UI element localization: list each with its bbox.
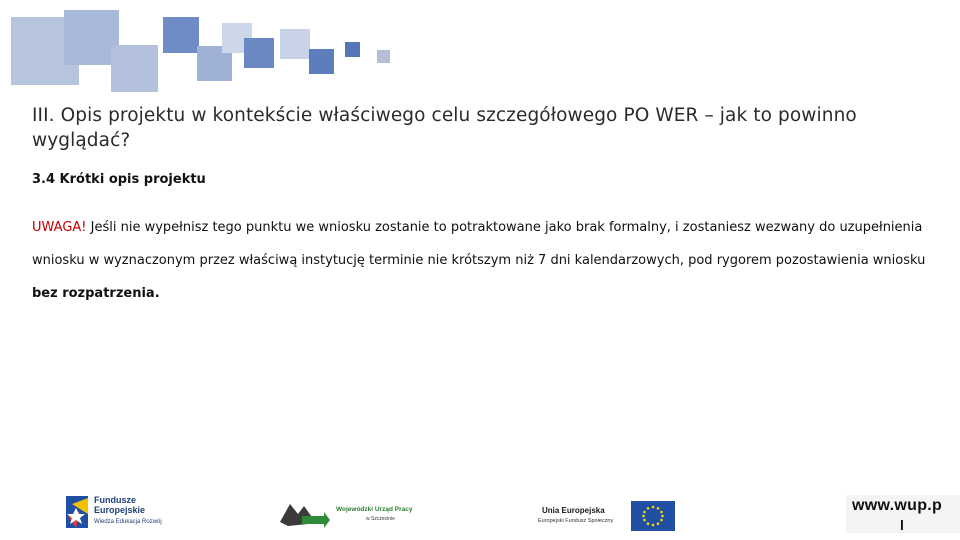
deco-square bbox=[309, 49, 334, 74]
fe-line3: Wiedza Edukacja Rozwój bbox=[94, 519, 162, 525]
body-paragraph bbox=[32, 211, 932, 310]
ue-line1: Unia Europejska bbox=[542, 506, 605, 515]
wup-mountains-icon bbox=[278, 498, 330, 528]
fe-star-icon bbox=[64, 494, 92, 530]
ue-line2: Europejski Fundusz Społeczny bbox=[538, 518, 614, 524]
body-bold-text: bez rozpatrzenia. bbox=[32, 286, 160, 301]
eu-flag-icon bbox=[631, 501, 675, 531]
section-subtitle: 3.4 Krótki opis projektu bbox=[32, 172, 206, 187]
logo-unia-europejska bbox=[536, 500, 678, 532]
wup-line2: w Szczecinie bbox=[366, 516, 395, 522]
website-link[interactable]: www.wup.p bbox=[852, 497, 943, 514]
website-link-wrap[interactable]: l bbox=[900, 517, 904, 533]
deco-square bbox=[345, 42, 360, 57]
warning-label: UWAGA! bbox=[32, 220, 87, 235]
fe-line2: Europejskie bbox=[94, 505, 146, 515]
deco-square bbox=[163, 17, 199, 53]
wup-line1: Wojewódzki Urząd Pracy bbox=[336, 506, 413, 513]
deco-square bbox=[280, 29, 310, 59]
fe-line1: Fundusze bbox=[94, 495, 136, 505]
body-text: Jeśli nie wypełnisz tego punktu we wniosku zostanie to potraktowane jako brak formalny, i zostaniesz wezwany do uzupełnienia wniosku w wyznaczonym przez właściwą instytucję terminie nie krótszym niż 7 dni kalendarzowych, pod rygorem pozostawienia wniosku bbox=[32, 220, 926, 268]
slide-title: III. Opis projektu w kontekście właściwego celu szczegółowego PO WER – jak to powinno wyglądać? bbox=[32, 105, 857, 151]
deco-square bbox=[244, 38, 274, 68]
deco-square bbox=[377, 50, 390, 63]
logo-fundusze-europejskie bbox=[62, 492, 182, 532]
logo-wup bbox=[278, 498, 438, 530]
deco-square bbox=[111, 45, 158, 92]
